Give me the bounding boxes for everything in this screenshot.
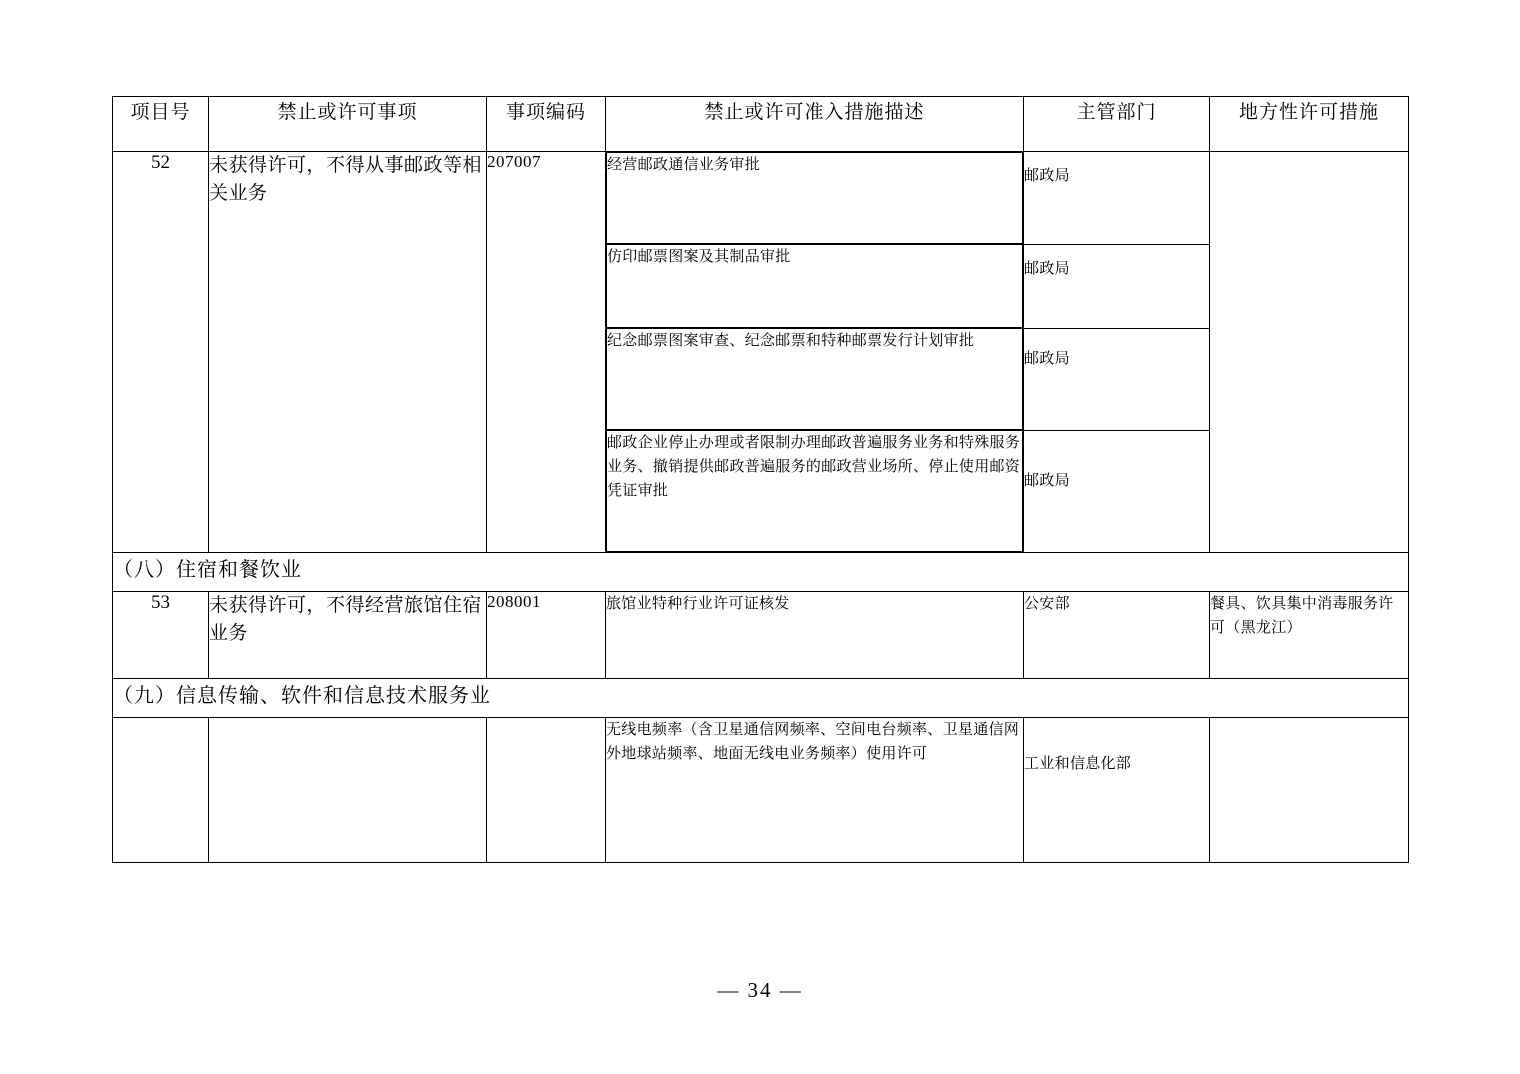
cell-item-code: 207007 bbox=[487, 152, 606, 553]
cell-item-name: 未获得许可，不得从事邮政等相关业务 bbox=[209, 152, 487, 553]
table-section-row bbox=[113, 553, 1409, 592]
table-row bbox=[113, 592, 1409, 679]
cell-item-number: 52 bbox=[113, 152, 209, 553]
cell-measure-description: 邮政企业停止办理或者限制办理邮政普遍服务业务和特殊服务业务、撤销提供邮政普遍服务的邮政营业场所、停止使用邮资凭证审批 bbox=[606, 430, 1023, 552]
cell-local-measure: 餐具、饮具集中消毒服务许可（黑龙江） bbox=[1210, 592, 1409, 679]
cell-measure-description: 旅馆业特种行业许可证核发 bbox=[606, 592, 1024, 679]
table-row bbox=[113, 152, 1409, 245]
cell-department bbox=[1024, 244, 1210, 328]
cell-item-name: 未获得许可，不得经营旅馆住宿业务 bbox=[209, 592, 487, 679]
department-label: 邮政局 bbox=[1024, 350, 1070, 367]
header-department: 主管部门 bbox=[1024, 97, 1210, 152]
cell-department: 公安部 bbox=[1024, 592, 1210, 679]
department-label: 邮政局 bbox=[1024, 472, 1070, 489]
header-item-name: 禁止或许可事项 bbox=[209, 97, 487, 152]
cell-item-number: 53 bbox=[113, 592, 209, 679]
cell-item-code bbox=[487, 718, 606, 863]
cell-measure-description: 经营邮政通信业务审批 bbox=[606, 152, 1023, 244]
cell-item-name bbox=[209, 718, 487, 863]
header-item-code: 事项编码 bbox=[487, 97, 606, 152]
cell-department: 工业和信息化部 bbox=[1024, 718, 1210, 863]
table-header-row bbox=[113, 97, 1409, 152]
header-measure-description: 禁止或许可准入措施描述 bbox=[606, 97, 1024, 152]
table-section-row bbox=[113, 679, 1409, 718]
header-local-measure: 地方性许可措施 bbox=[1210, 97, 1409, 152]
page-number: — 34 — bbox=[717, 978, 803, 1002]
cell-local-measure bbox=[1210, 152, 1409, 553]
cell-department bbox=[1024, 152, 1210, 245]
section-heading-information: （九）信息传输、软件和信息技术服务业 bbox=[113, 679, 1409, 718]
department-label: 邮政局 bbox=[1024, 260, 1070, 277]
section-heading-lodging: （八）住宿和餐饮业 bbox=[113, 553, 1409, 592]
header-item-number: 项目号 bbox=[113, 97, 209, 152]
cell-measure-description: 无线电频率（含卫星通信网频率、空间电台频率、卫星通信网外地球站频率、地面无线电业务频率）使用许可 bbox=[606, 718, 1024, 863]
cell-department bbox=[1024, 328, 1210, 430]
permission-table bbox=[112, 96, 1409, 863]
cell-local-measure bbox=[1210, 718, 1409, 863]
department-label: 邮政局 bbox=[1024, 168, 1070, 184]
cell-measure-description: 仿印邮票图案及其制品审批 bbox=[606, 244, 1023, 328]
cell-measure-description: 纪念邮票图案审查、纪念邮票和特种邮票发行计划审批 bbox=[606, 328, 1023, 430]
cell-department bbox=[1024, 430, 1210, 553]
cell-item-number bbox=[113, 718, 209, 863]
table-row bbox=[113, 718, 1409, 863]
cell-item-code: 208001 bbox=[487, 592, 606, 679]
